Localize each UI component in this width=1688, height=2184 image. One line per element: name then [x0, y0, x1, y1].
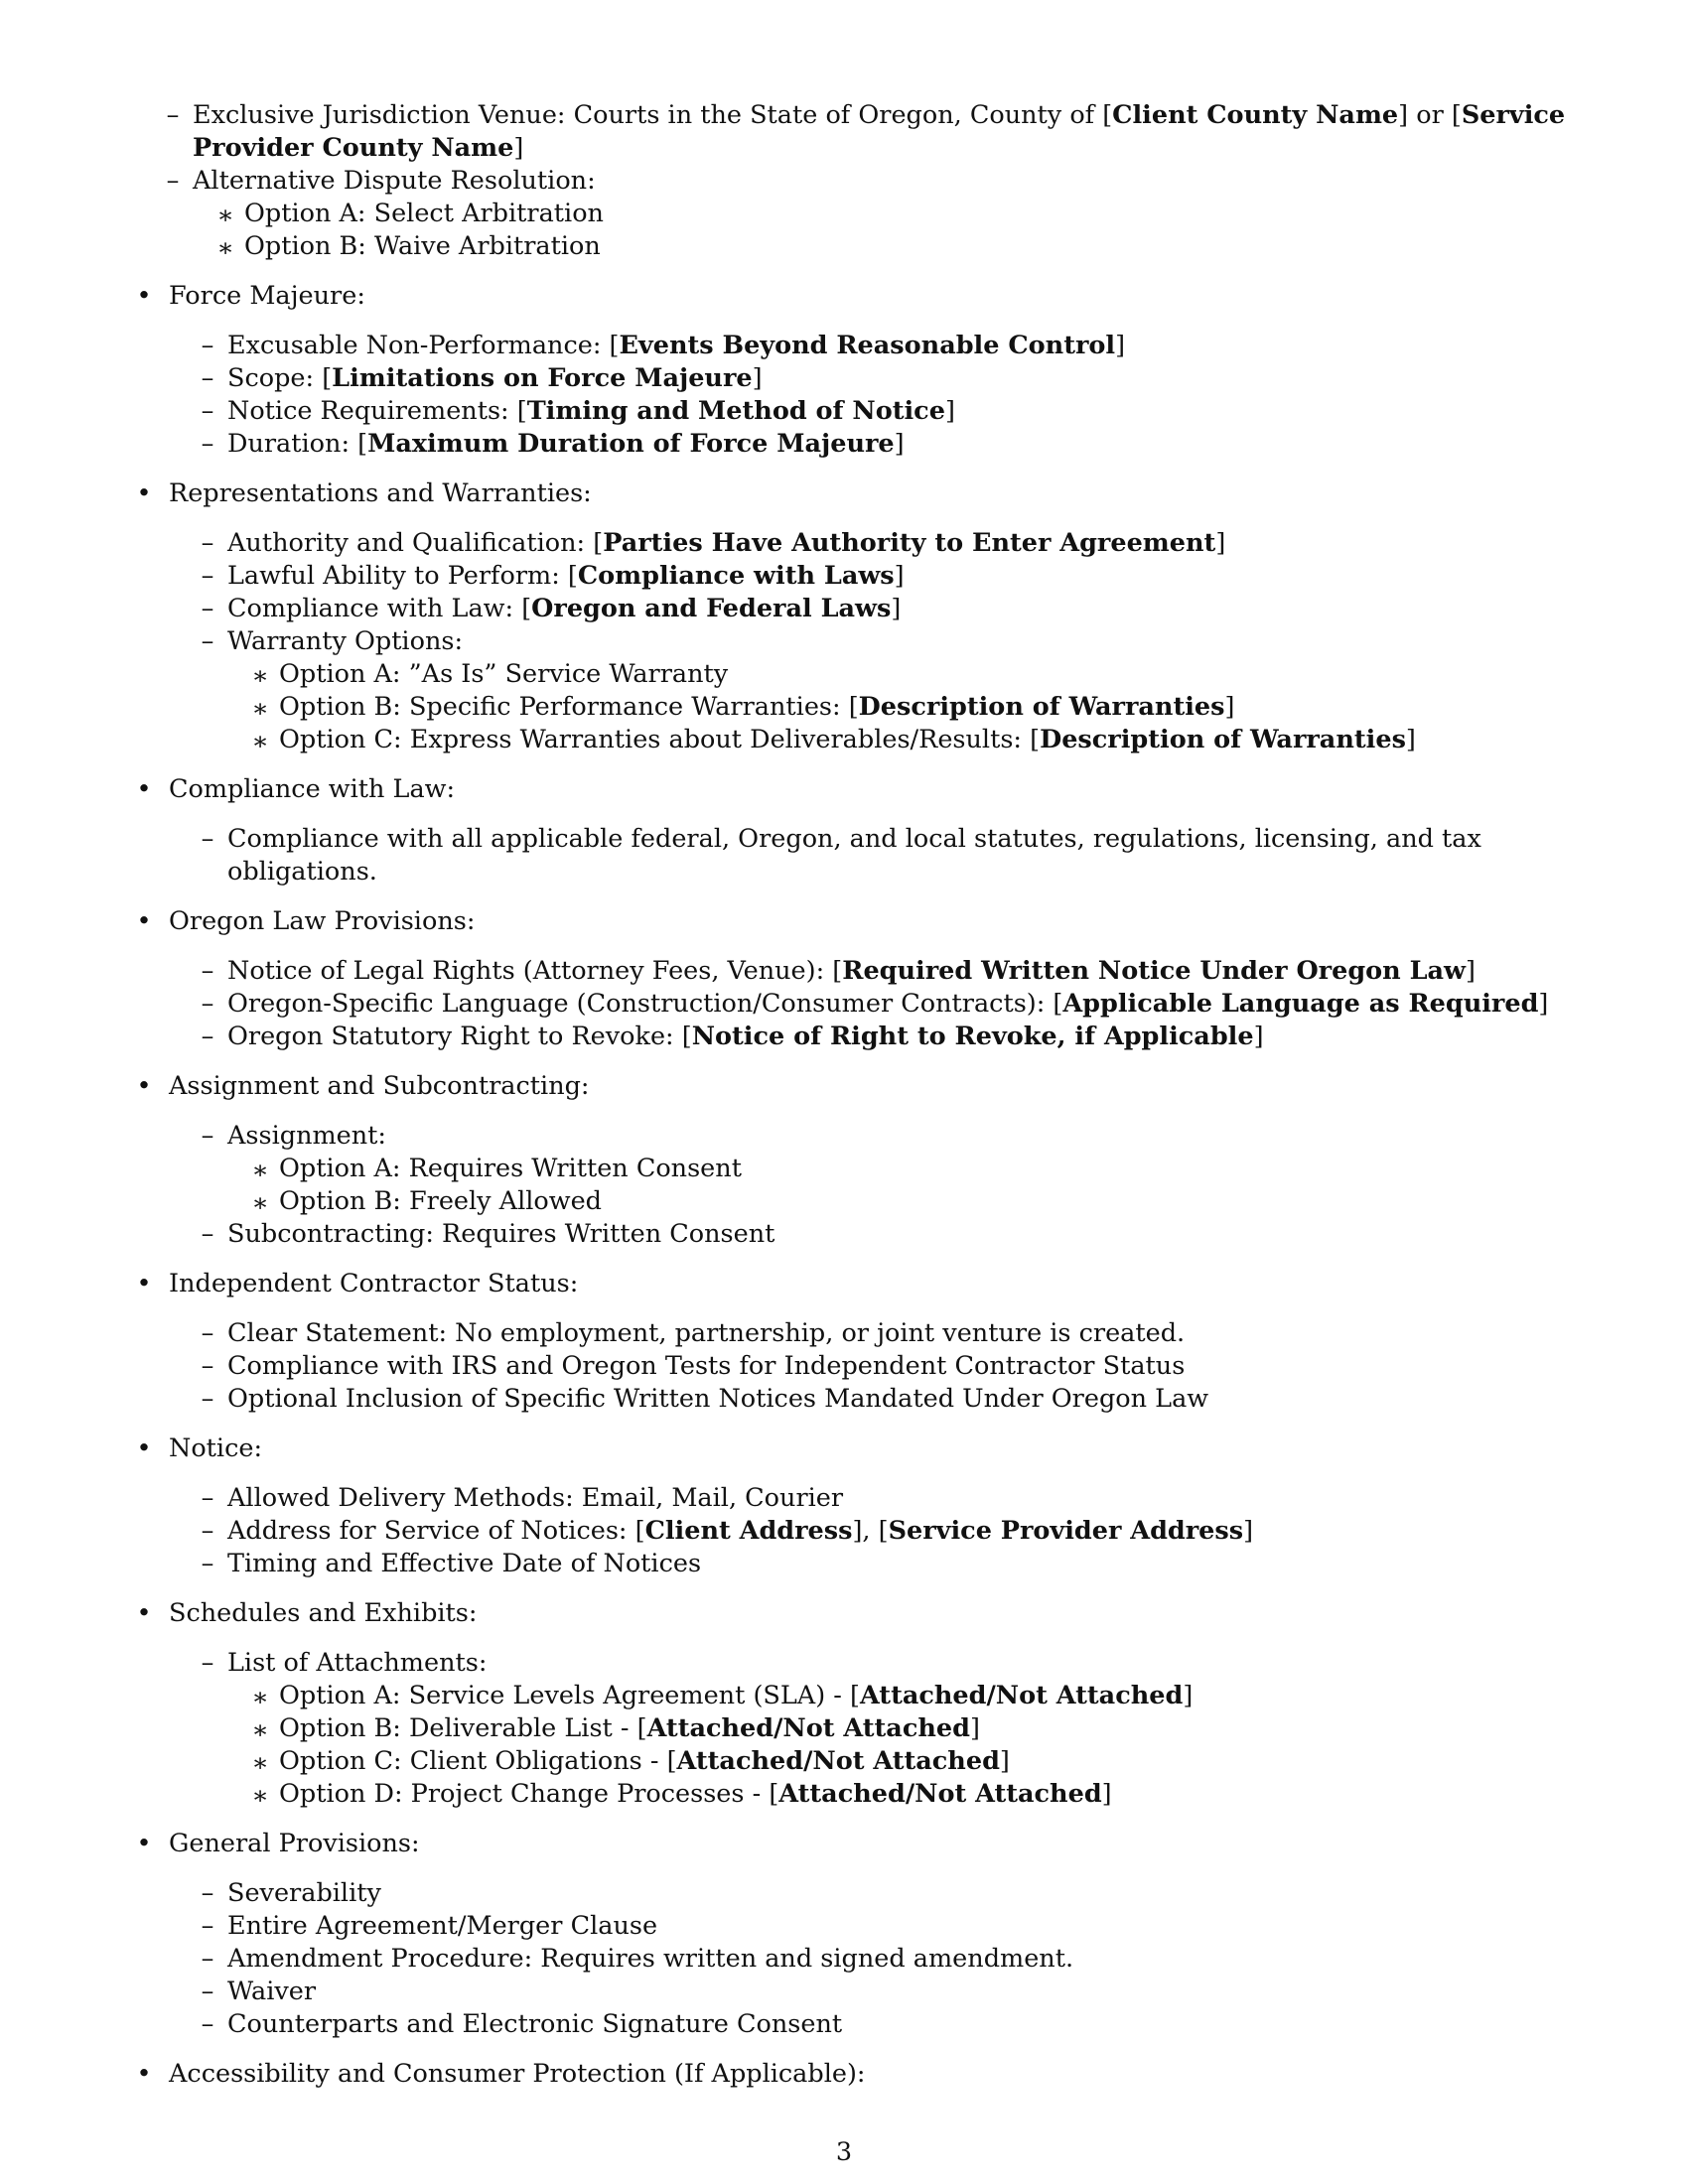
asterisk-marker: ∗: [216, 233, 234, 263]
continued-sublist: [134, 99, 1604, 263]
sub-item: – Oregon-Specific Language (Construction/Consumer Contracts): [Applicable Language as Required]: [201, 989, 1549, 1019]
section-compliance: [134, 773, 1604, 888]
sub-item: – Optional Inclusion of Specific Written Notices Mandated Under Oregon Law: [201, 1384, 1209, 1414]
bullet-marker: •: [136, 478, 152, 508]
sub-item: – Excusable Non-Performance: [Events Beyond Reasonable Control]: [201, 331, 1126, 360]
section-force-majeure: [134, 280, 1604, 461]
sub-item: – Timing and Effective Date of Notices: [201, 1549, 702, 1578]
section-title: Force Majeure:: [169, 281, 365, 311]
option-item: ∗ Option D: Project Change Processes - [Attached/Not Attached]: [251, 1779, 1112, 1811]
option-item: ∗ Option A: Service Levels Agreement (SLA) - [Attached/Not Attached]: [251, 1681, 1194, 1712]
sub-item: – Compliance with IRS and Oregon Tests for Independent Contractor Status: [201, 1351, 1186, 1381]
sub-item-venue: – Exclusive Jurisdiction Venue: Courts in the State of Oregon, County of [Client County Name] or [Service Provider County Name]: [134, 99, 1604, 165]
section-accessibility: [134, 2058, 1604, 2091]
bullet-marker: •: [136, 281, 152, 311]
section-representations-warranties: [134, 478, 1604, 756]
sub-item: – Oregon Statutory Right to Revoke: [Notice of Right to Revoke, if Applicable]: [201, 1022, 1264, 1051]
section-title: Notice:: [169, 1433, 263, 1463]
bullet-marker: •: [136, 1269, 152, 1298]
option-item: ∗ Option C: Express Warranties about Deliverables/Results: [Description of Warranties]: [251, 725, 1416, 756]
option-item: ∗ Option A: Select Arbitration: [193, 198, 1604, 230]
dash-marker: –: [166, 166, 180, 196]
section-title: Compliance with Law:: [169, 774, 456, 804]
sub-item: – Counterparts and Electronic Signature Consent: [201, 2009, 843, 2039]
sub-item: – Authority and Qualification: [Parties Have Authority to Enter Agreement]: [201, 528, 1226, 558]
section-title: General Provisions:: [169, 1829, 420, 1858]
page-number: 3: [835, 2137, 853, 2167]
option-item: ∗ Option B: Waive Arbitration: [193, 230, 1604, 263]
sub-item: – Clear Statement: No employment, partnership, or joint venture is created.: [201, 1318, 1186, 1348]
option-item: ∗ Option A: ”As Is” Service Warranty: [251, 659, 729, 691]
adr-options: [193, 198, 1604, 263]
bullet-marker: •: [136, 2059, 152, 2089]
sub-item: – Address for Service of Notices: [Client Address], [Service Provider Address]: [201, 1516, 1254, 1546]
sub-item: – Warranty Options: ∗ Option A: ”As Is” Service Warranty ∗ Option B: Specific Performance Warranties: [Description of Warranties] ∗ Option C: Express Warranties about Deliverables/Results: [Description of Warranties]: [169, 625, 1604, 756]
sub-item: – Compliance with all applicable federal, Oregon, and local statutes, regulations, licensing, and tax obligations.: [201, 824, 1481, 887]
sub-item: – Entire Agreement/Merger Clause: [201, 1911, 658, 1941]
section-notice: [134, 1433, 1604, 1580]
option-item: ∗ Option C: Client Obligations - [Attached/Not Attached]: [251, 1746, 1010, 1778]
option-item: ∗ Option B: Specific Performance Warranties: [Description of Warranties]: [251, 692, 1235, 724]
bullet-marker: •: [136, 1598, 152, 1628]
option-item: ∗ Option A: Requires Written Consent: [251, 1154, 742, 1185]
option-item: ∗ Option B: Freely Allowed: [251, 1186, 603, 1218]
sub-item: – Allowed Delivery Methods: Email, Mail, Courier: [201, 1483, 844, 1513]
dash-marker: –: [166, 100, 180, 130]
sub-item-adr: – Alternative Dispute Resolution: ∗ Option A: Select Arbitration ∗ Option B: Waive Arbitration: [134, 165, 1604, 263]
section-title: Accessibility and Consumer Protection (If Applicable):: [169, 2059, 866, 2089]
section-oregon-law: [134, 905, 1604, 1053]
sub-item: – Lawful Ability to Perform: [Compliance with Laws]: [201, 561, 905, 591]
section-schedules-exhibits: [134, 1597, 1604, 1811]
sub-item: – Scope: [Limitations on Force Majeure]: [201, 363, 763, 393]
bullet-marker: •: [136, 1829, 152, 1858]
sub-item: – Assignment: ∗ Option A: Requires Written Consent ∗ Option B: Freely Allowed: [169, 1120, 1604, 1218]
asterisk-marker: ∗: [216, 201, 234, 230]
sub-item: – Waiver: [201, 1977, 317, 2006]
section-list: [134, 280, 1604, 2091]
bullet-marker: •: [136, 906, 152, 936]
document-body: [134, 99, 1604, 2108]
sub-item: – Subcontracting: Requires Written Consent: [201, 1219, 775, 1249]
section-title: Oregon Law Provisions:: [169, 906, 476, 936]
section-general-provisions: [134, 1828, 1604, 2041]
bullet-marker: •: [136, 1433, 152, 1463]
section-title: Representations and Warranties:: [169, 478, 592, 508]
section-title: Assignment and Subcontracting:: [169, 1071, 590, 1101]
bullet-marker: •: [136, 774, 152, 804]
sub-item: – Notice Requirements: [Timing and Method of Notice]: [201, 396, 955, 426]
sub-item: – Notice of Legal Rights (Attorney Fees, Venue): [Required Written Notice Under Oregon Law]: [201, 956, 1476, 986]
section-title: Independent Contractor Status:: [169, 1269, 579, 1298]
sub-item: – Severability: [201, 1878, 381, 1908]
option-item: ∗ Option B: Deliverable List - [Attached/Not Attached]: [251, 1713, 980, 1745]
sub-item: – Compliance with Law: [Oregon and Federal Laws]: [201, 594, 902, 623]
sub-item: – Duration: [Maximum Duration of Force Majeure]: [201, 429, 905, 459]
section-independent-contractor: [134, 1268, 1604, 1416]
sub-item: – List of Attachments: ∗ Option A: Service Levels Agreement (SLA) - [Attached/Not Attached] ∗ Option B: Deliverable List - [Attached/Not Attached] ∗ Option C: Client Obligations - [Attached/Not Attached] ∗ Option D: Project Change Processes - [Attached/Not Attached]: [169, 1647, 1604, 1811]
section-title: Schedules and Exhibits:: [169, 1598, 478, 1628]
sub-item: – Amendment Procedure: Requires written and signed amendment.: [201, 1944, 1074, 1974]
section-assignment: [134, 1070, 1604, 1251]
bullet-marker: •: [136, 1071, 152, 1101]
